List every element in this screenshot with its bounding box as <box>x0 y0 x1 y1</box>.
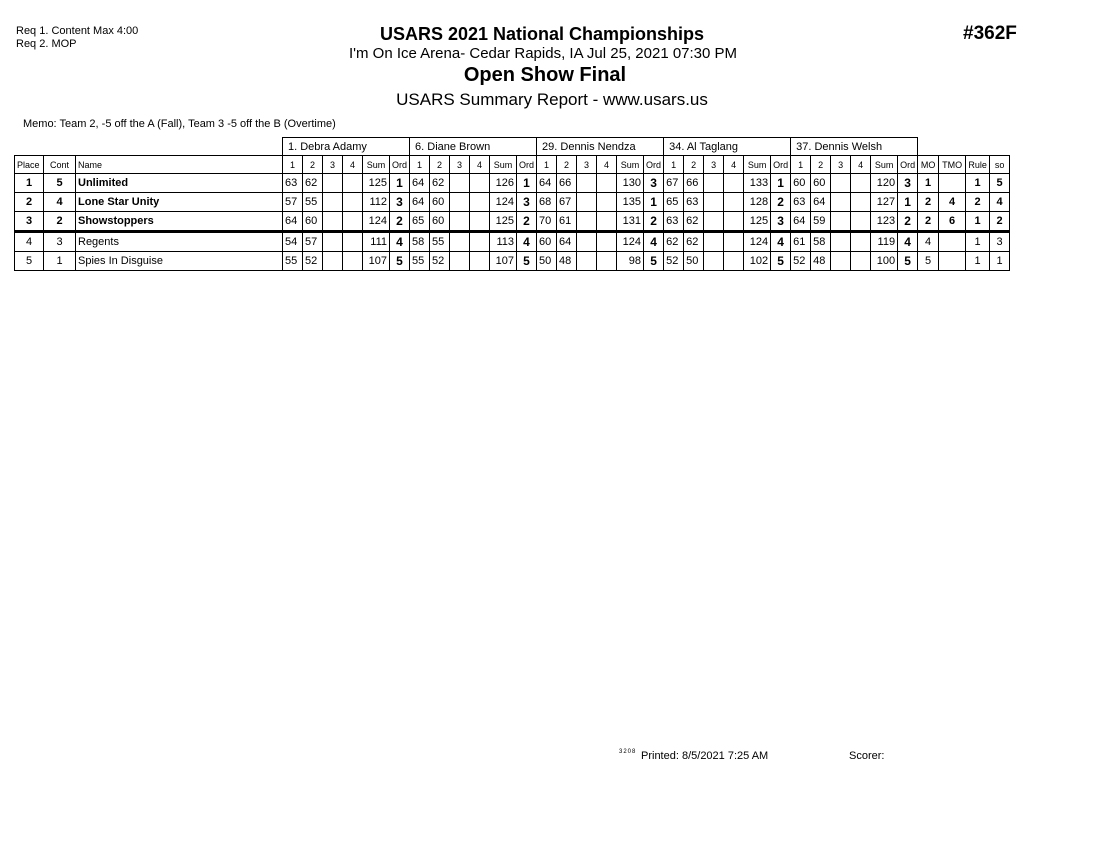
mark-cell: 66 <box>684 174 704 193</box>
column-header-row <box>15 156 1010 174</box>
mark-cell: 62 <box>684 232 704 252</box>
col-header-mark: 4 <box>724 156 744 174</box>
contestant-number-cell: 1 <box>44 252 76 271</box>
mark-cell <box>343 212 363 232</box>
mark-cell <box>831 232 851 252</box>
ordinal-cell: 4 <box>390 232 410 252</box>
mark-cell <box>724 193 744 212</box>
col-header-mark: 2 <box>430 156 450 174</box>
mark-cell: 64 <box>537 174 557 193</box>
col-header-ord: Ord <box>898 156 918 174</box>
col-header-mark: 2 <box>557 156 577 174</box>
mark-cell <box>323 232 343 252</box>
mark-cell <box>851 232 871 252</box>
mark-cell <box>577 174 597 193</box>
mark-cell <box>704 212 724 232</box>
report-title: USARS Summary Report - www.usars.us <box>396 90 708 109</box>
ordinal-cell: 2 <box>390 212 410 232</box>
col-header-mark: 4 <box>470 156 490 174</box>
mark-cell <box>470 232 490 252</box>
mark-cell: 63 <box>791 193 811 212</box>
mark-cell: 57 <box>283 193 303 212</box>
mark-cell: 61 <box>791 232 811 252</box>
mark-cell <box>724 252 744 271</box>
col-header-sum: Sum <box>744 156 771 174</box>
sum-cell: 127 <box>871 193 898 212</box>
mark-cell: 59 <box>811 212 831 232</box>
judge-name: 34. Al Taglang <box>664 138 791 156</box>
mark-cell <box>704 174 724 193</box>
place-cell: 4 <box>15 232 44 252</box>
mark-cell: 58 <box>811 232 831 252</box>
mark-cell: 52 <box>303 252 323 271</box>
ordinal-cell: 1 <box>771 174 791 193</box>
mark-cell <box>470 193 490 212</box>
mark-cell: 57 <box>303 232 323 252</box>
team-name-cell: Unlimited <box>76 174 283 193</box>
mark-cell: 64 <box>791 212 811 232</box>
rule-cell: 1 <box>966 232 990 252</box>
mark-cell: 64 <box>811 193 831 212</box>
col-header-mark: 1 <box>283 156 303 174</box>
contestant-number-cell: 3 <box>44 232 76 252</box>
rule-cell: 1 <box>966 252 990 271</box>
contestant-number-cell: 4 <box>44 193 76 212</box>
sum-cell: 123 <box>871 212 898 232</box>
mark-cell: 64 <box>410 193 430 212</box>
mark-cell: 48 <box>811 252 831 271</box>
sum-cell: 107 <box>490 252 517 271</box>
tmo-cell <box>939 174 966 193</box>
ordinal-cell: 3 <box>390 193 410 212</box>
col-header-sum: Sum <box>871 156 898 174</box>
ordinal-cell: 4 <box>771 232 791 252</box>
mark-cell <box>831 252 851 271</box>
ordinal-cell: 4 <box>898 232 918 252</box>
table-row <box>15 232 1010 252</box>
sum-cell: 125 <box>363 174 390 193</box>
mark-cell <box>323 212 343 232</box>
mark-cell: 58 <box>410 232 430 252</box>
so-cell: 3 <box>990 232 1010 252</box>
mo-cell: 5 <box>918 252 939 271</box>
mark-cell <box>851 193 871 212</box>
sum-cell: 126 <box>490 174 517 193</box>
tmo-cell <box>939 252 966 271</box>
ordinal-cell: 5 <box>390 252 410 271</box>
mark-cell <box>851 212 871 232</box>
mark-cell: 62 <box>684 212 704 232</box>
rule-cell: 1 <box>966 212 990 232</box>
venue-line: I'm On Ice Arena- Cedar Rapids, IA Jul 25, 2021 07:30 PM <box>348 45 738 62</box>
memo-line: Memo: Team 2, -5 off the A (Fall), Team 3 -5 off the B (Overtime) <box>23 118 336 130</box>
tmo-cell: 6 <box>939 212 966 232</box>
mark-cell: 50 <box>684 252 704 271</box>
mo-cell: 2 <box>918 212 939 232</box>
mark-cell: 67 <box>557 193 577 212</box>
ordinal-cell: 5 <box>517 252 537 271</box>
col-header-mark: 1 <box>664 156 684 174</box>
mark-cell: 64 <box>283 212 303 232</box>
mark-cell <box>831 193 851 212</box>
mark-cell: 62 <box>664 232 684 252</box>
place-cell: 1 <box>15 174 44 193</box>
mo-cell: 1 <box>918 174 939 193</box>
team-name-cell: Showstoppers <box>76 212 283 232</box>
mark-cell <box>597 193 617 212</box>
mark-cell: 65 <box>410 212 430 232</box>
tmo-cell <box>939 232 966 252</box>
col-header-sum: Sum <box>363 156 390 174</box>
mark-cell <box>470 252 490 271</box>
col-header-sum: Sum <box>617 156 644 174</box>
sum-cell: 130 <box>617 174 644 193</box>
mark-cell <box>323 252 343 271</box>
mark-cell: 63 <box>283 174 303 193</box>
team-name-cell: Regents <box>76 232 283 252</box>
mark-cell <box>724 174 744 193</box>
printed-timestamp: Printed: 8/5/2021 7:25 AM <box>641 750 769 762</box>
mark-cell: 52 <box>791 252 811 271</box>
team-name-cell: Spies In Disguise <box>76 252 283 271</box>
mark-cell <box>450 232 470 252</box>
mark-cell: 63 <box>684 193 704 212</box>
contestant-number-cell: 5 <box>44 174 76 193</box>
table-row <box>15 212 1010 232</box>
mark-cell <box>577 193 597 212</box>
mark-cell: 63 <box>664 212 684 232</box>
col-header-mark: 3 <box>577 156 597 174</box>
mark-cell: 62 <box>303 174 323 193</box>
ordinal-cell: 1 <box>644 193 664 212</box>
sum-cell: 131 <box>617 212 644 232</box>
so-cell: 1 <box>990 252 1010 271</box>
so-cell: 5 <box>990 174 1010 193</box>
mark-cell <box>851 252 871 271</box>
col-header-name: Name <box>76 156 283 174</box>
mark-cell: 70 <box>537 212 557 232</box>
sum-cell: 107 <box>363 252 390 271</box>
place-cell: 2 <box>15 193 44 212</box>
sum-cell: 100 <box>871 252 898 271</box>
mark-cell: 60 <box>811 174 831 193</box>
ordinal-cell: 1 <box>898 193 918 212</box>
table-row <box>15 252 1010 271</box>
col-header-ord: Ord <box>517 156 537 174</box>
mark-cell <box>704 232 724 252</box>
mark-cell <box>323 174 343 193</box>
ordinal-cell: 3 <box>771 212 791 232</box>
col-header-ord: Ord <box>390 156 410 174</box>
mark-cell <box>704 252 724 271</box>
mark-cell <box>597 212 617 232</box>
ordinal-cell: 2 <box>898 212 918 232</box>
col-header-ord: Ord <box>771 156 791 174</box>
scorer-label: Scorer: <box>849 750 885 762</box>
mark-cell <box>831 212 851 232</box>
sum-cell: 124 <box>363 212 390 232</box>
mark-cell <box>851 174 871 193</box>
sum-cell: 133 <box>744 174 771 193</box>
col-header-so: so <box>990 156 1010 174</box>
mark-cell <box>831 174 851 193</box>
competition-title: USARS 2021 National Championships <box>379 24 705 44</box>
mark-cell: 55 <box>303 193 323 212</box>
ordinal-cell: 4 <box>644 232 664 252</box>
mark-cell: 52 <box>430 252 450 271</box>
col-header-mark: 2 <box>303 156 323 174</box>
mark-cell <box>450 193 470 212</box>
col-header-sum: Sum <box>490 156 517 174</box>
col-header-mark: 1 <box>410 156 430 174</box>
sum-cell: 113 <box>490 232 517 252</box>
sum-cell: 111 <box>363 232 390 252</box>
mark-cell: 60 <box>430 212 450 232</box>
rule-cell: 1 <box>966 174 990 193</box>
mark-cell <box>323 193 343 212</box>
sum-cell: 112 <box>363 193 390 212</box>
mark-cell <box>724 232 744 252</box>
mo-cell: 2 <box>918 193 939 212</box>
team-name-cell: Lone Star Unity <box>76 193 283 212</box>
mark-cell <box>597 252 617 271</box>
mark-cell: 68 <box>537 193 557 212</box>
col-header-cont: Cont <box>44 156 76 174</box>
col-header-mo: MO <box>918 156 939 174</box>
mark-cell <box>343 232 363 252</box>
event-number: #362F <box>963 23 1017 44</box>
sum-cell: 135 <box>617 193 644 212</box>
mark-cell: 60 <box>430 193 450 212</box>
mark-cell: 64 <box>410 174 430 193</box>
judges-row <box>15 138 1010 156</box>
ordinal-cell: 2 <box>517 212 537 232</box>
mark-cell: 52 <box>664 252 684 271</box>
col-header-mark: 4 <box>851 156 871 174</box>
table-row <box>15 193 1010 212</box>
ordinal-cell: 3 <box>898 174 918 193</box>
mark-cell <box>343 252 363 271</box>
event-name: Open Show Final <box>463 64 627 86</box>
col-header-rule: Rule <box>966 156 990 174</box>
ordinal-cell: 4 <box>517 232 537 252</box>
sum-cell: 102 <box>744 252 771 271</box>
sum-cell: 125 <box>744 212 771 232</box>
col-header-tmo: TMO <box>939 156 966 174</box>
mark-cell <box>577 252 597 271</box>
mark-cell: 55 <box>430 232 450 252</box>
col-header-mark: 1 <box>791 156 811 174</box>
col-header-mark: 3 <box>323 156 343 174</box>
mark-cell <box>470 212 490 232</box>
summary-table <box>14 137 1010 271</box>
ordinal-cell: 2 <box>644 212 664 232</box>
mark-cell <box>704 193 724 212</box>
col-header-ord: Ord <box>644 156 664 174</box>
ordinal-cell: 2 <box>771 193 791 212</box>
mark-cell <box>577 232 597 252</box>
report-code: 3208 <box>619 749 637 755</box>
ordinal-cell: 5 <box>644 252 664 271</box>
col-header-mark: 2 <box>811 156 831 174</box>
place-cell: 3 <box>15 212 44 232</box>
mark-cell <box>450 252 470 271</box>
col-header-mark: 2 <box>684 156 704 174</box>
mark-cell: 60 <box>303 212 323 232</box>
so-cell: 4 <box>990 193 1010 212</box>
mark-cell: 67 <box>664 174 684 193</box>
mark-cell: 48 <box>557 252 577 271</box>
judge-name: 6. Diane Brown <box>410 138 537 156</box>
mo-cell: 4 <box>918 232 939 252</box>
mark-cell: 54 <box>283 232 303 252</box>
sum-cell: 125 <box>490 212 517 232</box>
mark-cell: 65 <box>664 193 684 212</box>
mark-cell <box>450 212 470 232</box>
rule-cell: 2 <box>966 193 990 212</box>
mark-cell: 55 <box>283 252 303 271</box>
ordinal-cell: 5 <box>898 252 918 271</box>
sum-cell: 98 <box>617 252 644 271</box>
col-header-mark: 1 <box>537 156 557 174</box>
sum-cell: 128 <box>744 193 771 212</box>
requirement-1: Req 1. Content Max 4:00 <box>16 25 139 37</box>
mark-cell: 66 <box>557 174 577 193</box>
col-header-mark: 4 <box>597 156 617 174</box>
mark-cell <box>470 174 490 193</box>
mark-cell <box>597 232 617 252</box>
col-header-mark: 3 <box>704 156 724 174</box>
ordinal-cell: 1 <box>517 174 537 193</box>
ordinal-cell: 3 <box>517 193 537 212</box>
col-header-mark: 3 <box>450 156 470 174</box>
mark-cell: 64 <box>557 232 577 252</box>
mark-cell <box>343 174 363 193</box>
place-cell: 5 <box>15 252 44 271</box>
table-row <box>15 174 1010 193</box>
mark-cell: 61 <box>557 212 577 232</box>
sum-cell: 124 <box>617 232 644 252</box>
sum-cell: 119 <box>871 232 898 252</box>
mark-cell: 60 <box>537 232 557 252</box>
mark-cell: 50 <box>537 252 557 271</box>
mark-cell <box>343 193 363 212</box>
ordinal-cell: 5 <box>771 252 791 271</box>
mark-cell: 60 <box>791 174 811 193</box>
ordinal-cell: 1 <box>390 174 410 193</box>
tmo-cell: 4 <box>939 193 966 212</box>
mark-cell <box>597 174 617 193</box>
sum-cell: 120 <box>871 174 898 193</box>
judge-name: 1. Debra Adamy <box>283 138 410 156</box>
contestant-number-cell: 2 <box>44 212 76 232</box>
requirement-2: Req 2. MOP <box>16 38 77 50</box>
so-cell: 2 <box>990 212 1010 232</box>
mark-cell: 62 <box>430 174 450 193</box>
mark-cell <box>450 174 470 193</box>
mark-cell <box>577 212 597 232</box>
ordinal-cell: 3 <box>644 174 664 193</box>
col-header-mark: 3 <box>831 156 851 174</box>
judge-name: 29. Dennis Nendza <box>537 138 664 156</box>
sum-cell: 124 <box>490 193 517 212</box>
col-header-place: Place <box>15 156 44 174</box>
mark-cell: 55 <box>410 252 430 271</box>
sum-cell: 124 <box>744 232 771 252</box>
col-header-mark: 4 <box>343 156 363 174</box>
mark-cell <box>724 212 744 232</box>
judge-name: 37. Dennis Welsh <box>791 138 918 156</box>
